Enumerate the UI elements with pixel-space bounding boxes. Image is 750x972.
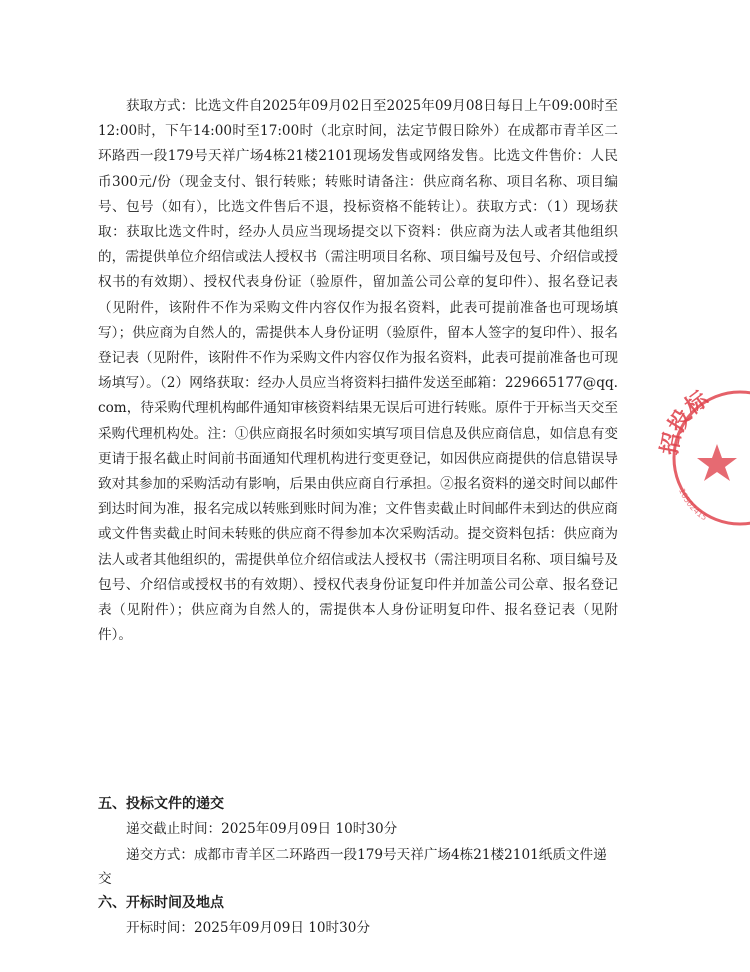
svg-text:10502415 [677,487,708,522]
company-seal-stamp [655,378,750,528]
section5-heading: 五、投标文件的递交 [98,796,224,812]
submission-deadline: 递交截止时间：2025年09月09日 10时30分 [126,821,398,837]
opening-time: 开标时间：2025年09月09日 10时30分 [126,920,371,936]
seal-text: 招投标 [657,386,714,458]
submission-method: 递交方式：成都市青羊区二环路西一段179号天祥广场4栋21楼2101纸质文件递交 [98,847,607,887]
acquisition-paragraph: 获取方式：比选文件自2025年09月02日至2025年09月08日每日上午09:00时至12:00时，下午14:00时至17:00时（北京时间，法定节假日除外）在成都市青羊区二环路西一段179号天祥广场4栋21楼2101现场发售或网络发售。比选文件售价：人民币300元/份（现金支付、银行转账；转账时请备注：供应商名称、项目名称、项目编号、包号（如有），比选文件售后不退，投标资格不能转让）。获取方式：（1）现场获取：获取比选文件时，经办人员应当现场提交以下资料：供应商为法人或者其他组织的，需提供单位介绍信或法人授权书（需注明项目名称、项目编号及包号、介绍信或授权书的有效期）、授权代表身份证（验原件，留加盖公司公章的复印件）、报名登记表（见附件，该附件不作为采购文件内容仅作为报名资料，此表可提前准备也可现场填写）；供应商为自然人的，需提供本人身份证明（验原件，留本人签字的复印件）、报名登记表（见附件，该附件不作为采购文件内容仅作为报名资料，此表可提前准备也可现场填写）。（2）网络获取：经办人员应当将资料扫描件发送至邮箱：229665177@qq.com，待采购代理机构邮件通知审核资料结果无误后可进行转账。原件于开标当天交至采购代理机构处。注：①供应商报名时须如实填写项目信息及供应商信息，如信息有变更请于报名截止时间前书面通知代理机构进行变更登记，如因供应商提供的信息错误导致对其参加的采购活动有影响，后果由供应商自行承担。②报名资料的递交时间以邮件到达时间为准，报名完成以转账到账时间为准；文件售卖截止时间邮件未到达的供应商或文件售卖截止时间未转账的供应商不得参加本次采购活动。提交资料包括：供应商为法人或者其他组织的，需提供单位介绍信或法人授权书（需注明项目名称、项目编号及包号、介绍信或授权书的有效期）、授权代表身份证复印件并加盖公司公章、报名登记表（见附件）；供应商为自然人的，需提供本人身份证明复印件、报名登记表（见附件）。 [98,98,618,644]
seal-number: 10502415 [677,487,709,523]
svg-text:招投标 [656,385,714,457]
seal-star-icon [697,444,737,481]
section6-heading: 六、开标时间及地点 [98,895,224,911]
